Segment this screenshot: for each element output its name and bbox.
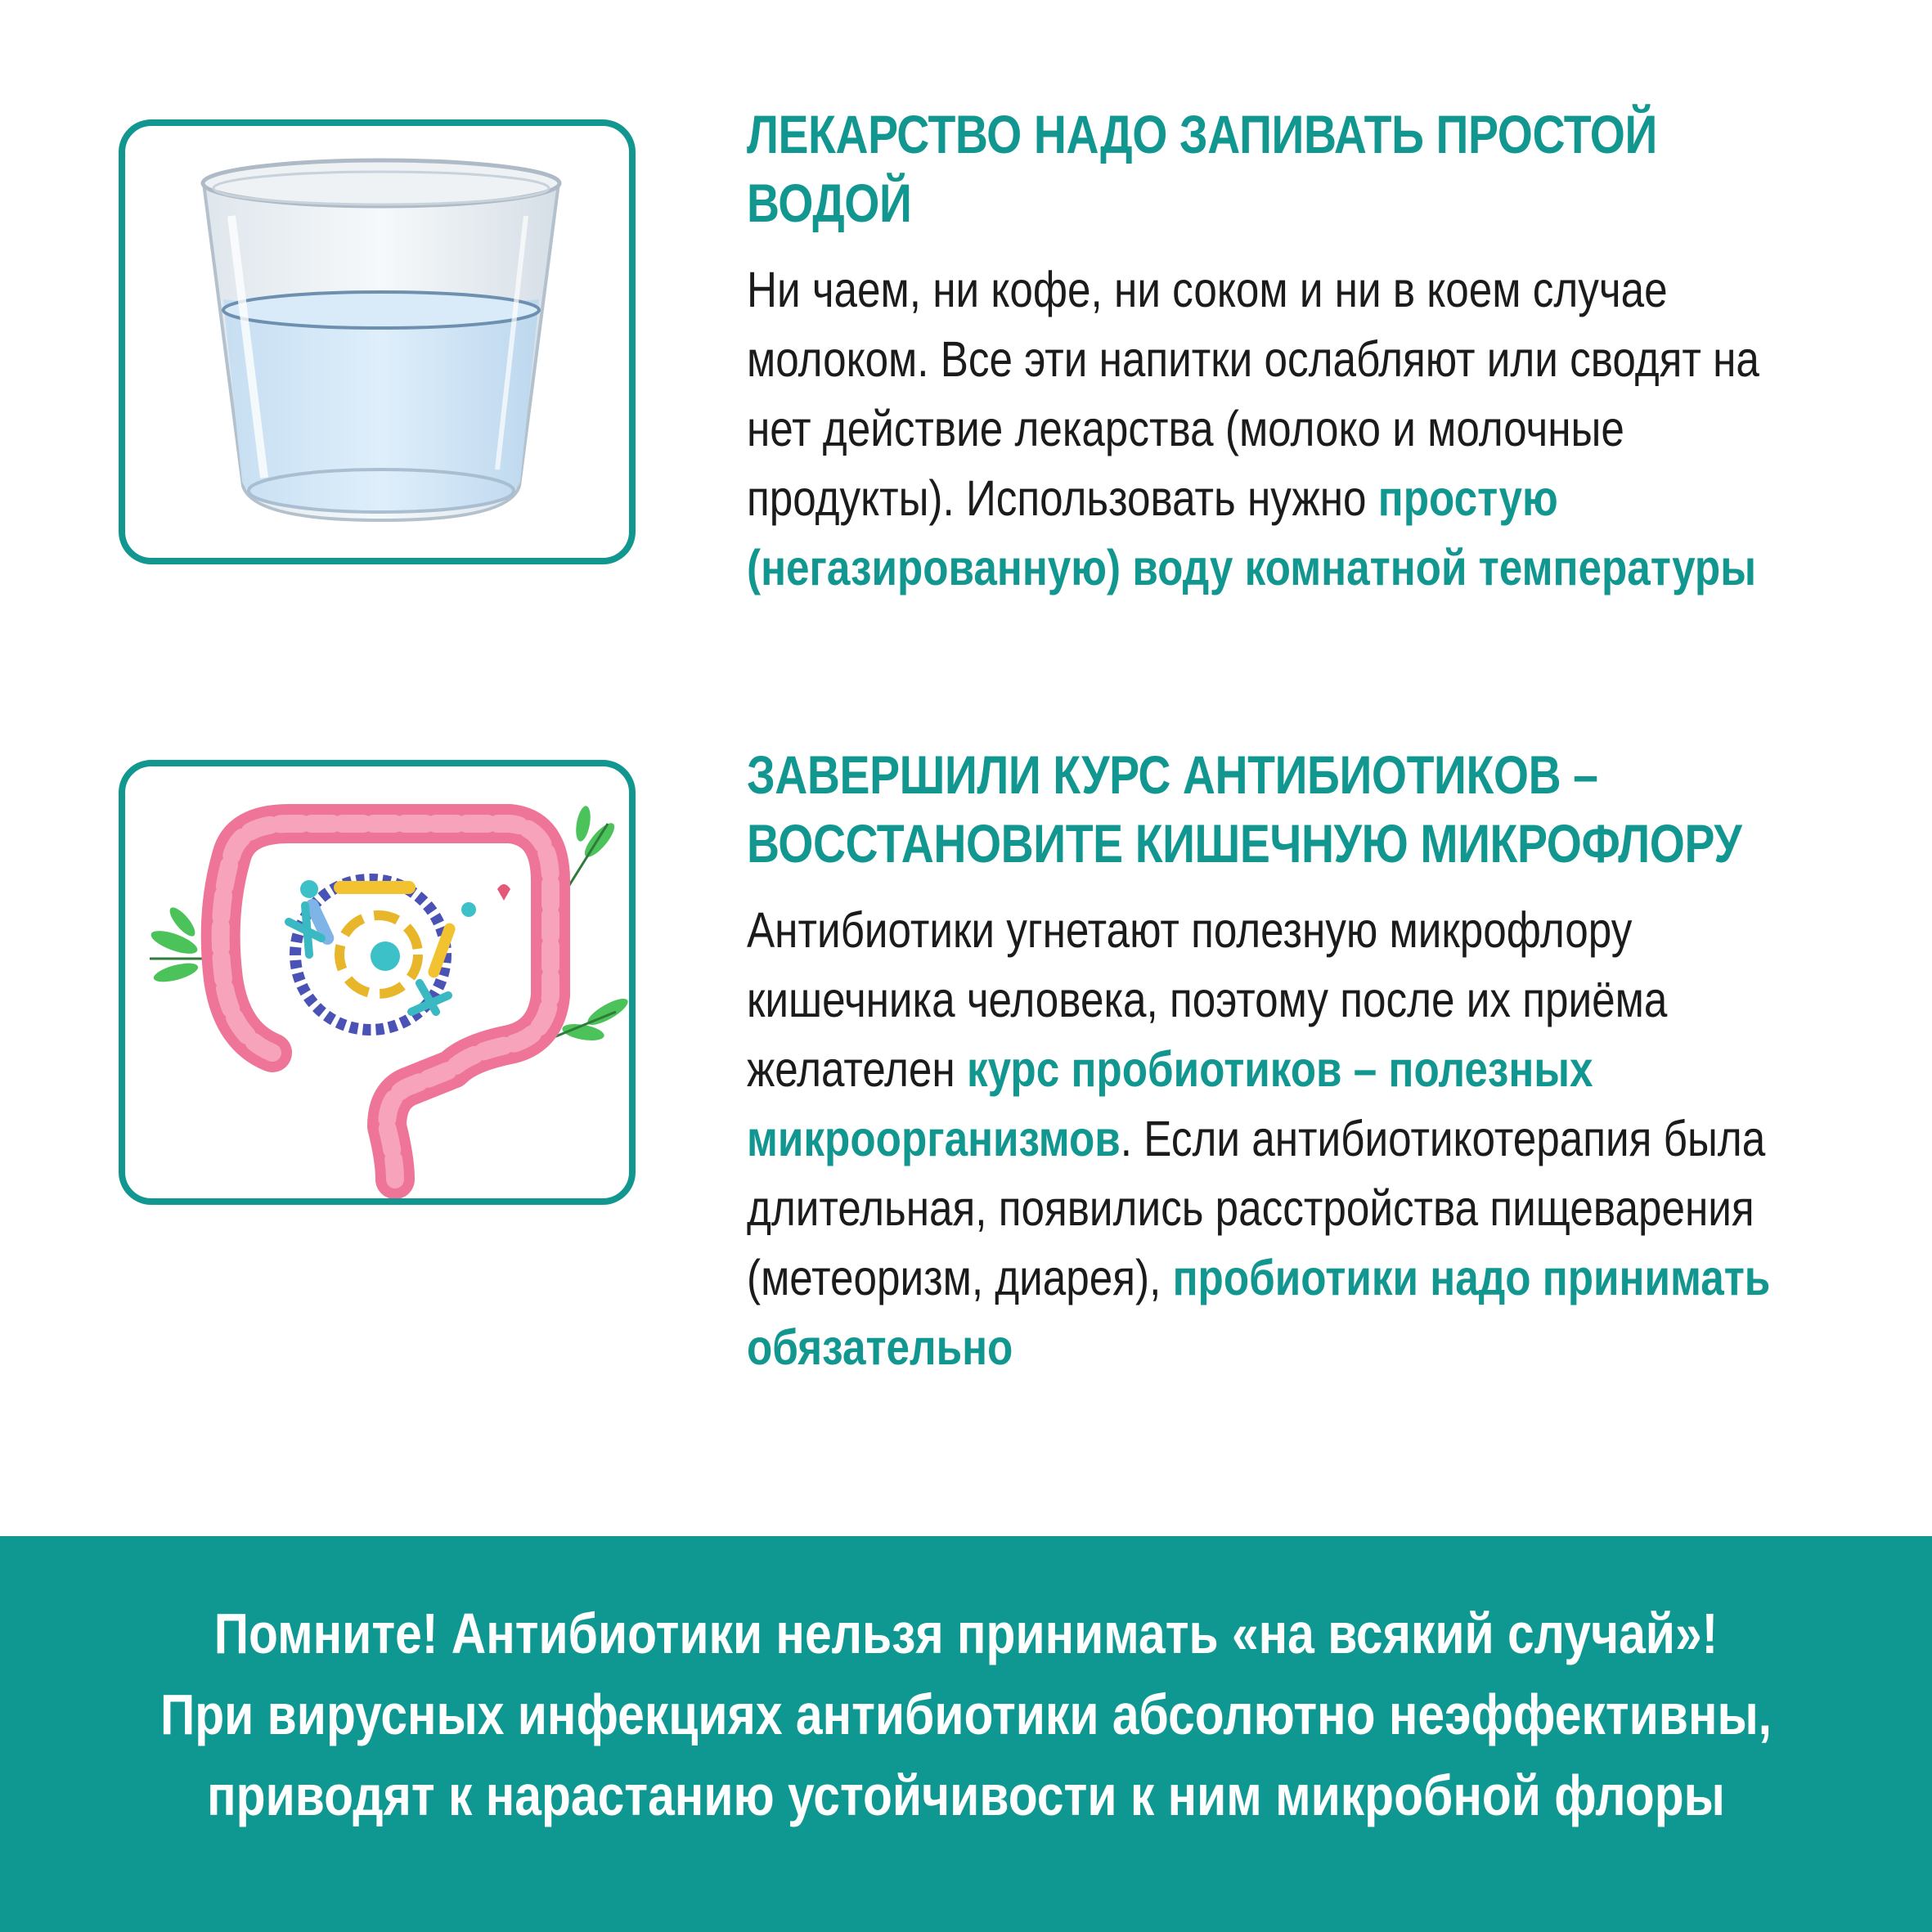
reminder-line-2: При вирусных инфекциях антибиотики абсолютно неэффективны, (160, 1683, 1772, 1746)
section-water-highlight: простую (негазированную) воду комнатной температуры (747, 470, 1756, 595)
section-water-text-plain: Ни чаем, ни кофе, ни соком и ни в коем случае молоком. Все эти напитки ослабляют или сводят на нет действие лекарства (молоко и молочные продукты). Использовать нужно (747, 262, 1759, 526)
reminder-banner (0, 1536, 1932, 1932)
section-probiotics-highlight-1: курс пробиотиков – полезных микроорганизмов (747, 1041, 1593, 1166)
section-water-text (747, 255, 1832, 603)
section-probiotics-heading: ЗАВЕРШИЛИ КУРС АНТИБИОТИКОВ – ВОССТАНОВИТЕ КИШЕЧНУЮ МИКРОФЛОРУ (747, 744, 1742, 874)
section-water-heading: ЛЕКАРСТВО НАДО ЗАПИВАТЬ ПРОСТОЙ ВОДОЙ (747, 104, 1657, 233)
intestine-card (119, 760, 636, 1205)
section-water (747, 100, 1835, 603)
section-probiotics-text-plain-2: . Если антибиотикотерапия была длительная, появились расстройства пищеварения (метеоризм, диарея), (747, 1111, 1766, 1305)
reminder-line-3: приводят к нарастанию устойчивости к ним микробной флоры (207, 1764, 1725, 1827)
water-glass-icon (125, 126, 629, 558)
water-glass-card (119, 119, 636, 564)
intestine-microflora-icon (125, 766, 629, 1198)
section-probiotics (747, 740, 1835, 1382)
section-probiotics-text-plain-1: Антибиотики угнетают полезную микрофлору кишечника человека, поэтому после их приёма желателен (747, 902, 1668, 1097)
section-probiotics-text (747, 896, 1832, 1382)
reminder-line-1: Помните! Антибиотики нельзя принимать «на всякий случай»! (213, 1602, 1719, 1665)
reminder-text (0, 1593, 1932, 1836)
section-probiotics-highlight-2: пробиотики надо принимать обязательно (747, 1250, 1771, 1375)
